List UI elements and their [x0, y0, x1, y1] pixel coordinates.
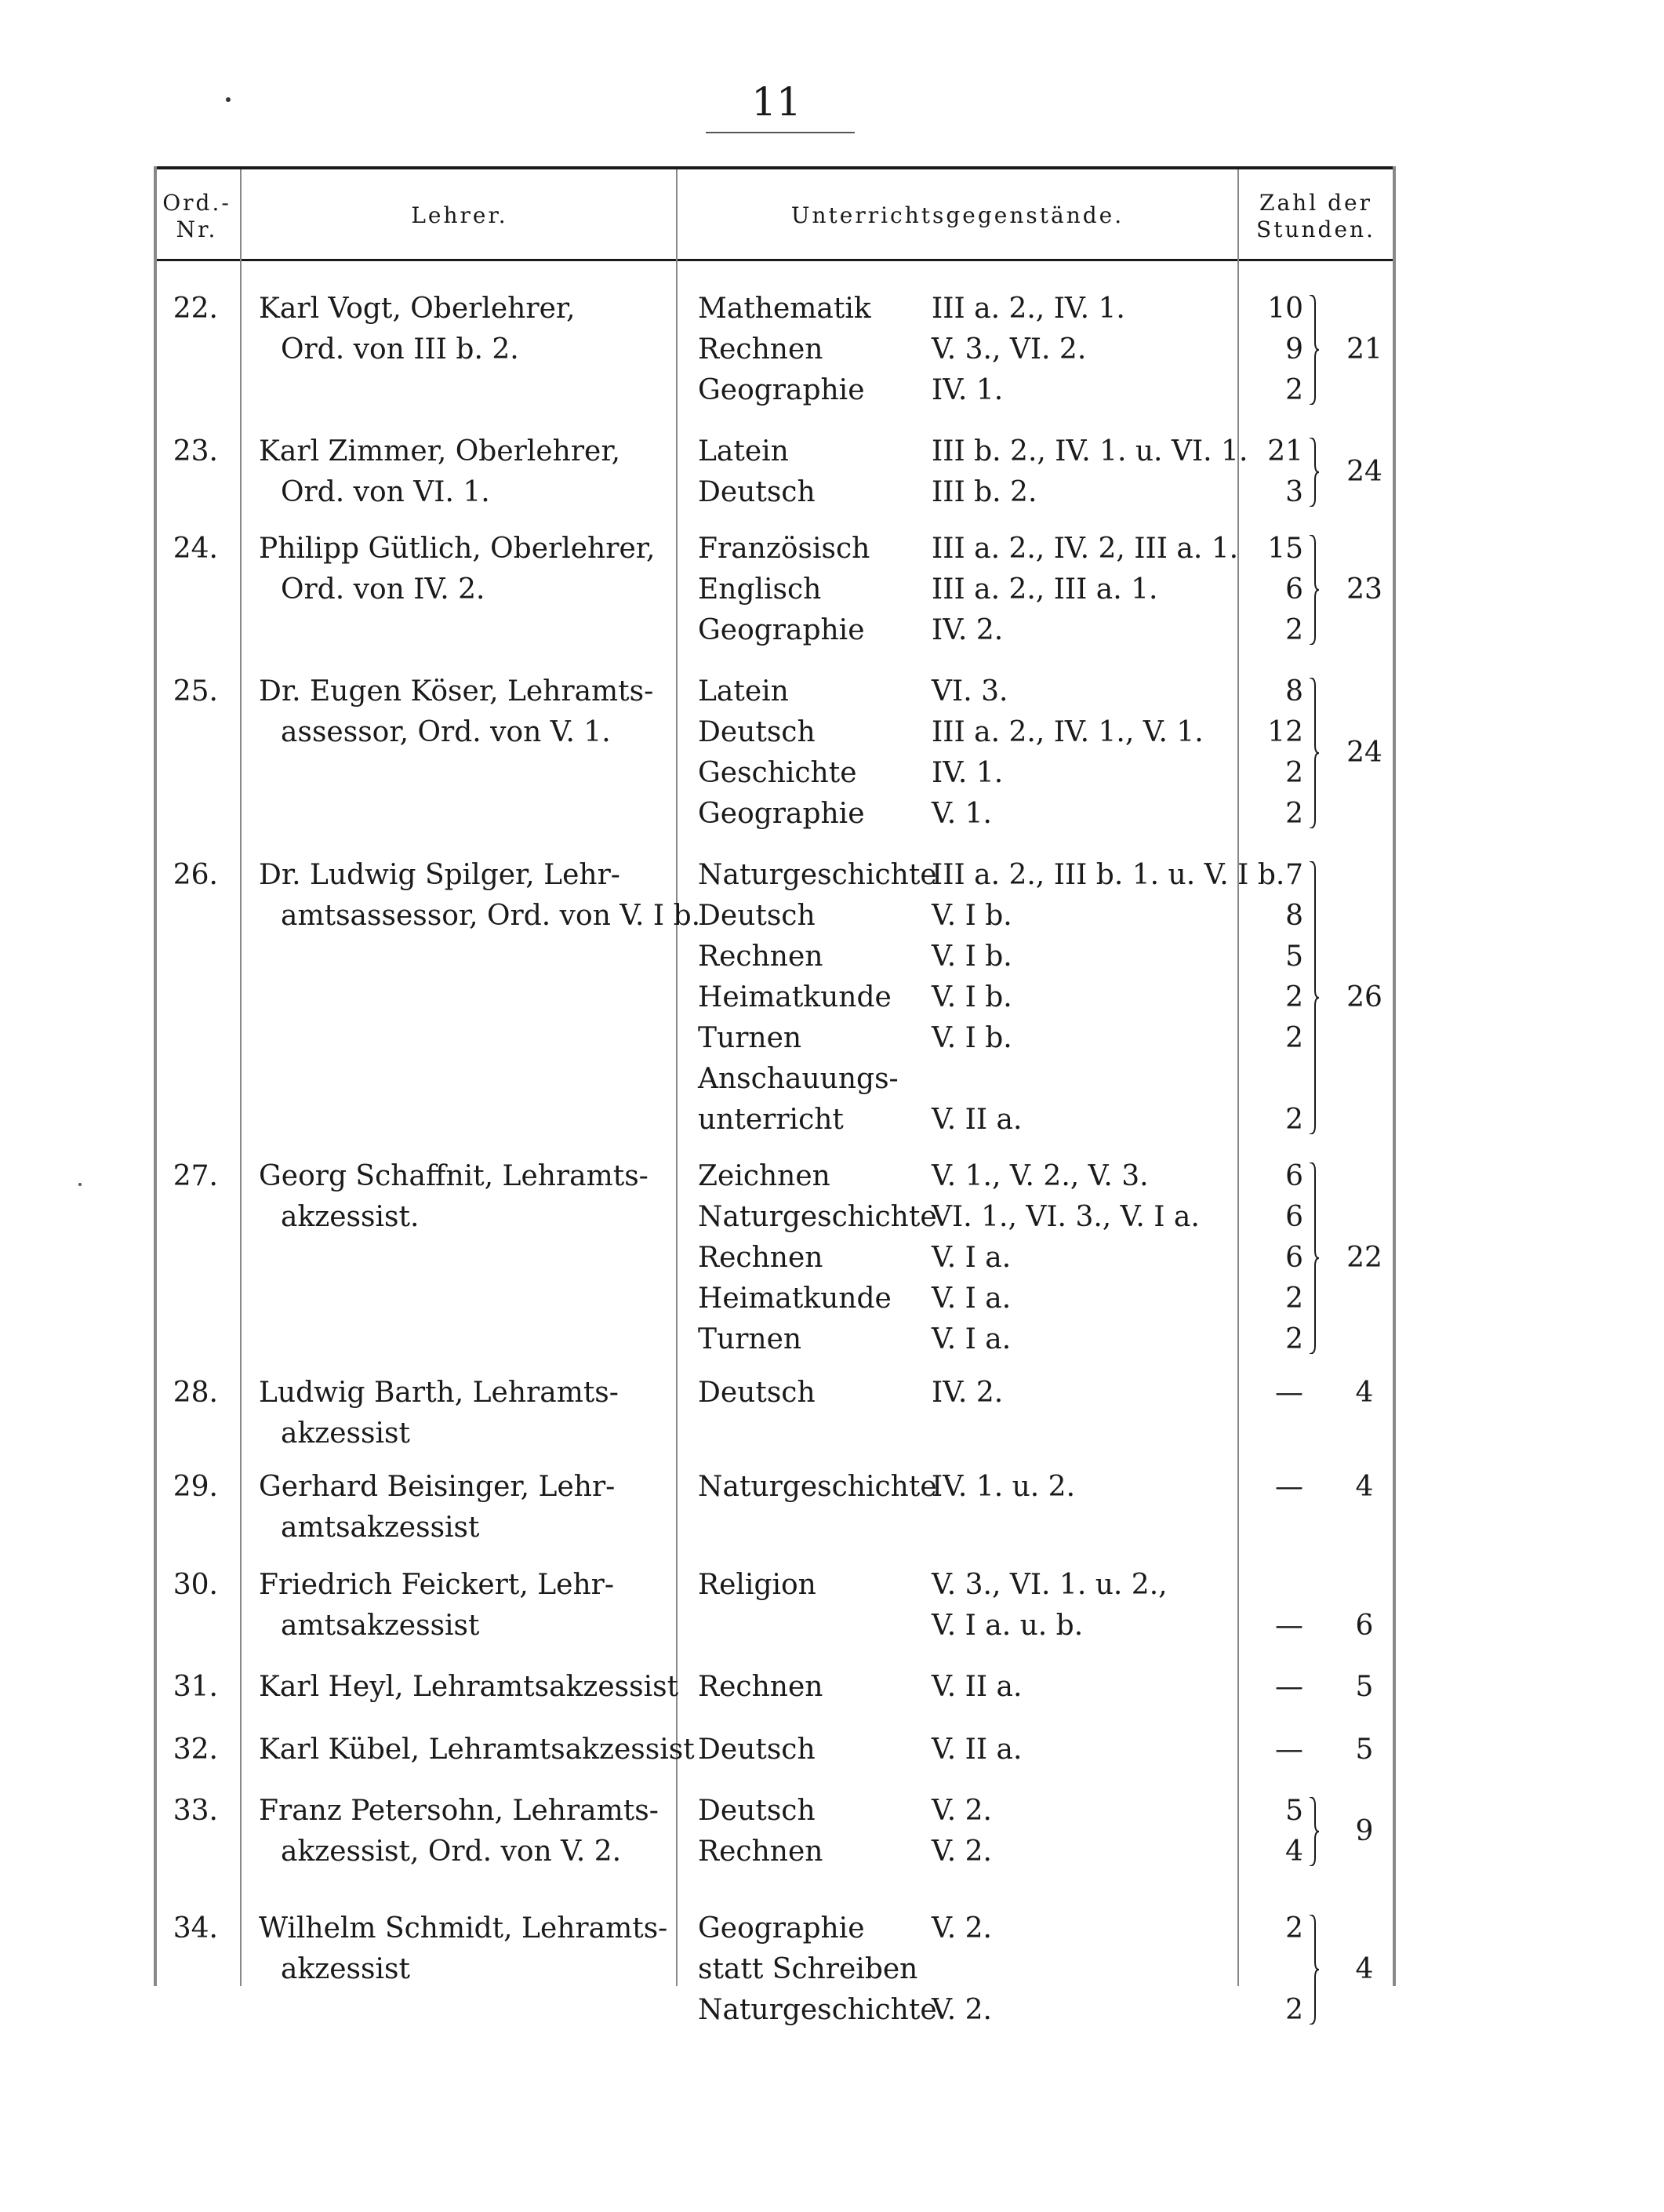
teacher-name-line: assessor, Ord. von V. 1.: [281, 716, 611, 748]
subject-hours: —: [1275, 1377, 1303, 1409]
row-number: 30.: [173, 1569, 218, 1601]
header-teacher: [243, 202, 676, 229]
subject-name: Latein: [698, 435, 789, 468]
class-list: IV. 2.: [932, 1377, 1004, 1409]
subject-hours: 10: [1267, 293, 1303, 325]
header-hours: [1237, 190, 1394, 243]
subject-hours: 4: [1285, 1835, 1303, 1868]
subject-hours: —: [1275, 1734, 1303, 1766]
subject-hours: —: [1275, 1610, 1303, 1642]
row-number: 34.: [173, 1912, 218, 1945]
row-total-hours: 9: [1355, 1815, 1374, 1847]
subject-hours: 2: [1285, 798, 1303, 830]
subject-name: Mathematik: [698, 293, 871, 325]
class-list: III a. 2., III a. 1.: [932, 573, 1158, 606]
teacher-name-line: Wilhelm Schmidt, Lehramts-: [259, 1912, 668, 1945]
class-list: III a. 2., IV. 2, III a. 1.: [932, 533, 1239, 565]
subject-name: Turnen: [698, 1022, 802, 1054]
curly-brace: [1308, 1915, 1319, 2025]
subject-hours: 2: [1285, 757, 1303, 789]
ink-speck: [78, 1183, 82, 1186]
class-list: V. 2.: [932, 1795, 992, 1827]
subject-name: Naturgeschichte: [698, 1471, 937, 1503]
subject-name: Geographie: [698, 1912, 865, 1945]
teacher-name-line: amtsakzessist: [281, 1610, 480, 1642]
page-number-underline: [706, 132, 855, 133]
class-list: IV. 2.: [932, 614, 1004, 646]
subject-hours: 12: [1267, 716, 1303, 748]
subject-name: Deutsch: [698, 716, 816, 748]
class-list: III a. 2., IV. 1.: [932, 293, 1125, 325]
subject-name: Rechnen: [698, 940, 823, 973]
row-number: 33.: [173, 1795, 218, 1827]
subject-name: Deutsch: [698, 900, 816, 932]
teacher-name-line: Ord. von IV. 2.: [281, 573, 485, 606]
header-teacher-text: Lehrer.: [411, 202, 508, 228]
subject-hours: 2: [1285, 374, 1303, 406]
subject-hours: 7: [1285, 859, 1303, 891]
subject-hours: 2: [1285, 1912, 1303, 1945]
row-number: 27.: [173, 1160, 218, 1192]
class-list: III a. 2., III b. 1. u. V. I b.: [932, 859, 1285, 891]
teacher-name-line: amtsassessor, Ord. von V. I b.: [281, 900, 701, 932]
teacher-name-line: Ord. von III b. 2.: [281, 333, 519, 366]
teacher-name-line: Franz Petersohn, Lehramts-: [259, 1795, 659, 1827]
teacher-name-line: Karl Heyl, Lehramtsakzessist: [259, 1671, 679, 1703]
class-list: V. I a.: [932, 1323, 1012, 1355]
subject-name: Rechnen: [698, 1835, 823, 1868]
class-list: V. 1., V. 2., V. 3.: [932, 1160, 1149, 1192]
subject-hours: 8: [1285, 900, 1303, 932]
class-list: IV. 1. u. 2.: [932, 1471, 1076, 1503]
header-hours-text: Zahl der Stunden.: [1256, 190, 1375, 242]
class-list: V. I b.: [932, 900, 1012, 932]
curly-brace: [1308, 678, 1319, 828]
subject-name: Naturgeschichte: [698, 1201, 937, 1233]
row-number: 25.: [173, 675, 218, 708]
subject-hours: 2: [1285, 1323, 1303, 1355]
subject-name: Latein: [698, 675, 789, 708]
class-list: V. II a.: [932, 1104, 1023, 1136]
subject-hours: 6: [1285, 1242, 1303, 1274]
subject-name: statt Schreiben Naturgeschichte: [698, 1953, 937, 2026]
row-number: 29.: [173, 1471, 218, 1503]
subject-name: Heimatkunde: [698, 981, 892, 1013]
table-header-rule: [154, 259, 1394, 261]
subject-hours: —: [1275, 1671, 1303, 1703]
teacher-name-line: Karl Kübel, Lehramtsakzessist: [259, 1734, 695, 1766]
curly-brace: [1308, 535, 1319, 645]
subject-name: Deutsch: [698, 1734, 816, 1766]
teacher-name-line: akzessist, Ord. von V. 2.: [281, 1835, 622, 1868]
class-list: VI. 1., VI. 3., V. I a.: [932, 1201, 1200, 1233]
subject-name: Anschauungs- unterricht: [698, 1063, 899, 1136]
class-list: VI. 3.: [932, 675, 1008, 708]
subject-name: Naturgeschichte: [698, 859, 937, 891]
teacher-name-line: Ord. von VI. 1.: [281, 476, 490, 508]
subject-name: Geographie: [698, 614, 865, 646]
subject-name: Geographie: [698, 374, 865, 406]
teacher-name-line: amtsakzessist: [281, 1512, 480, 1544]
subject-name: Deutsch: [698, 476, 816, 508]
class-list: V. 3., VI. 2.: [932, 333, 1087, 366]
page-number: 11: [751, 79, 801, 125]
teacher-name-line: Ludwig Barth, Lehramts-: [259, 1377, 619, 1409]
class-list: V. I b.: [932, 940, 1012, 973]
subject-hours: 5: [1285, 1795, 1303, 1827]
row-total-hours: 23: [1346, 573, 1382, 606]
teacher-name-line: Karl Vogt, Oberlehrer,: [259, 293, 576, 325]
class-list: IV. 1.: [932, 757, 1004, 789]
subject-name: Rechnen: [698, 1242, 823, 1274]
row-total-hours: 21: [1346, 333, 1382, 366]
subject-hours: 2: [1285, 1994, 1303, 2026]
teacher-name-line: akzessist.: [281, 1201, 420, 1233]
row-total-hours: 6: [1355, 1610, 1374, 1642]
row-total-hours: 4: [1355, 1471, 1374, 1503]
subject-name: Religion: [698, 1569, 816, 1601]
class-list: V. I b.: [932, 1022, 1012, 1054]
subject-hours: 15: [1267, 533, 1303, 565]
subject-name: Geschichte: [698, 757, 857, 789]
row-number: 23.: [173, 435, 218, 468]
subject-hours: 2: [1285, 1104, 1303, 1136]
row-number: 24.: [173, 533, 218, 565]
subject-hours: 6: [1285, 1201, 1303, 1233]
class-list: V. 2.: [932, 1994, 992, 2026]
teacher-name-line: Gerhard Beisinger, Lehr-: [259, 1471, 616, 1503]
subject-hours: 9: [1285, 333, 1303, 366]
row-total-hours: 5: [1355, 1734, 1374, 1766]
column-rule: [676, 169, 678, 1986]
teacher-name-line: Dr. Ludwig Spilger, Lehr-: [259, 859, 620, 891]
subject-name: Turnen: [698, 1323, 802, 1355]
subject-hours: 3: [1285, 476, 1303, 508]
class-list: V. 2.: [932, 1912, 992, 1945]
subject-name: Zeichnen: [698, 1160, 830, 1192]
row-total-hours: 24: [1346, 456, 1382, 488]
class-list: V. 1.: [932, 798, 992, 830]
teacher-name-line: Dr. Eugen Köser, Lehramts-: [259, 675, 654, 708]
subject-hours: 21: [1267, 435, 1303, 468]
subject-name: Heimatkunde: [698, 1282, 892, 1315]
column-rule: [240, 169, 242, 1986]
curly-brace: [1308, 1162, 1319, 1354]
subject-name: Deutsch: [698, 1377, 816, 1409]
column-rule: [1393, 166, 1396, 1986]
subject-hours: 6: [1285, 1160, 1303, 1192]
class-list: III b. 2.: [932, 476, 1037, 508]
curly-brace: [1308, 861, 1319, 1134]
subject-hours: 6: [1285, 573, 1303, 606]
header-subjects-text: Unterrichtsgegenstände.: [790, 202, 1124, 228]
subject-hours: 2: [1285, 614, 1303, 646]
subject-name: Geographie: [698, 798, 865, 830]
class-list: V. 2.: [932, 1835, 992, 1868]
row-total-hours: 22: [1346, 1242, 1382, 1274]
subject-hours: 2: [1285, 1282, 1303, 1315]
teacher-name-line: Karl Zimmer, Oberlehrer,: [259, 435, 621, 468]
row-total-hours: 4: [1355, 1377, 1374, 1409]
subject-name: Deutsch: [698, 1795, 816, 1827]
row-total-hours: 26: [1346, 981, 1382, 1013]
row-number: 32.: [173, 1734, 218, 1766]
class-list: V. I a.: [932, 1282, 1012, 1315]
row-total-hours: 24: [1346, 737, 1382, 769]
subject-hours: 5: [1285, 940, 1303, 973]
teacher-name-line: Georg Schaffnit, Lehramts-: [259, 1160, 649, 1192]
curly-brace: [1308, 295, 1319, 405]
ink-speck: [226, 97, 231, 102]
curly-brace: [1308, 1797, 1319, 1866]
teacher-name-line: akzessist: [281, 1417, 410, 1450]
subject-hours: 8: [1285, 675, 1303, 708]
subject-name: Rechnen: [698, 1671, 823, 1703]
row-number: 31.: [173, 1671, 218, 1703]
row-total-hours: 5: [1355, 1671, 1374, 1703]
subject-name: Französisch: [698, 533, 870, 565]
row-number: 22.: [173, 293, 218, 325]
class-list: V. II a.: [932, 1671, 1023, 1703]
subject-name: Englisch: [698, 573, 822, 606]
subject-hours: 2: [1285, 1022, 1303, 1054]
class-list: V. 3., VI. 1. u. 2., V. I a. u. b.: [932, 1569, 1168, 1642]
teacher-name-line: Philipp Gütlich, Oberlehrer,: [259, 533, 656, 565]
class-list: III a. 2., IV. 1., V. 1.: [932, 716, 1204, 748]
curly-brace: [1308, 438, 1319, 507]
row-number: 26.: [173, 859, 218, 891]
subject-hours: 2: [1285, 981, 1303, 1013]
class-list: V. II a.: [932, 1734, 1023, 1766]
class-list: IV. 1.: [932, 374, 1004, 406]
subject-name: Rechnen: [698, 333, 823, 366]
header-nr: [154, 190, 240, 243]
class-list: V. I a.: [932, 1242, 1012, 1274]
teacher-name-line: akzessist: [281, 1953, 410, 1985]
row-number: 28.: [173, 1377, 218, 1409]
header-subjects: [679, 202, 1236, 229]
header-nr-text: Ord.- Nr.: [162, 190, 231, 242]
subject-hours: —: [1275, 1471, 1303, 1503]
class-list: V. I b.: [932, 981, 1012, 1013]
table-top-rule: [154, 166, 1394, 169]
teacher-name-line: Friedrich Feickert, Lehr-: [259, 1569, 615, 1601]
row-total-hours: 4: [1355, 1953, 1374, 1985]
class-list: III b. 2., IV. 1. u. VI. 1.: [932, 435, 1248, 468]
